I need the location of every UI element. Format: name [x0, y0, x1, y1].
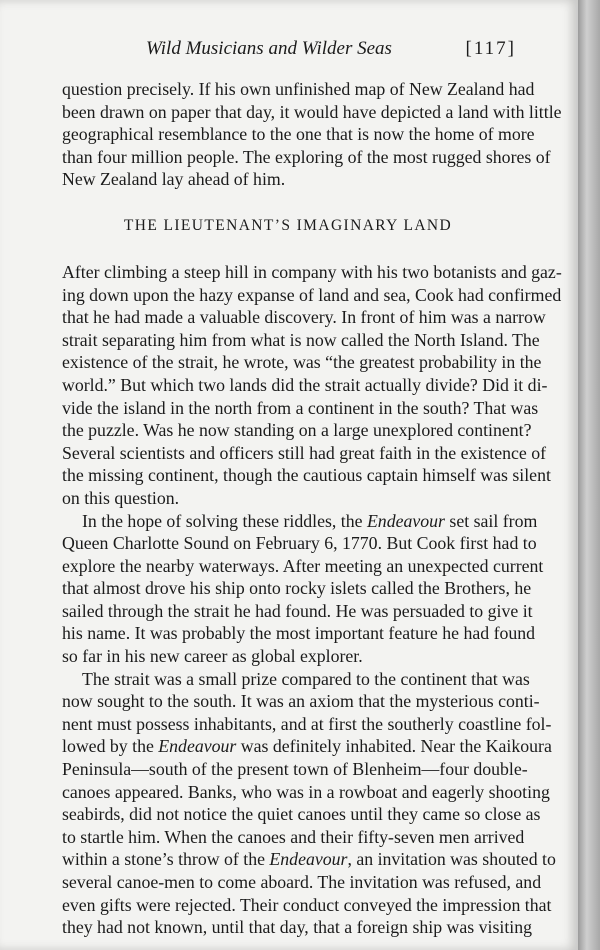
text-line: been drawn on paper that day, it would have depicted a land with little	[62, 101, 562, 122]
text-line	[62, 848, 556, 871]
ship-name: Endeavour	[366, 510, 445, 531]
text-line: several canoe-men to come aboard. The invitation was refused, and	[62, 872, 542, 892]
running-title: Wild Musicians and Wilder Seas	[146, 38, 392, 59]
section-heading: THE LIEUTENANT’S IMAGINARY LAND	[123, 216, 453, 234]
text-run: set sail from	[444, 510, 538, 531]
text-line: even gifts were rejected. Their conduct conveyed the impression that	[62, 894, 552, 915]
opening-paragraph	[62, 78, 562, 191]
running-head	[146, 38, 516, 60]
text-run: lowed by the	[62, 736, 159, 757]
text-run: , an invitation was shouted to	[347, 849, 556, 870]
text-line: on this question.	[62, 487, 180, 508]
text-line: world.” But which two lands did the strait actually divide? Did it di-	[62, 374, 548, 395]
text-line: The strait was a small prize compared to the continent that was	[82, 668, 530, 689]
text-line: seabirds, did not notice the quiet canoes until they came so close as	[62, 804, 541, 825]
text-line: nent must possess inhabitants, and at first the southerly coastline fol-	[62, 713, 552, 734]
text-line	[62, 735, 552, 758]
page-number: [117]	[465, 38, 516, 59]
text-line: canoes appeared. Banks, who was in a rowboat and eagerly shooting	[62, 781, 550, 802]
text-line: that he had made a valuable discovery. In front of him was a narrow	[62, 307, 546, 328]
text-line: Peninsula—south of the present town of Blenheim—four double-	[62, 759, 528, 780]
text-line: they had not known, until that day, that a foreign ship was visiting	[62, 917, 532, 938]
text-line: his name. It was probably the most important feature he had found	[62, 623, 536, 644]
ship-name: Endeavour	[269, 849, 348, 870]
text-line: so far in his new career as global explorer.	[62, 646, 363, 667]
text-line: geographical resemblance to the one that is now the home of more	[62, 124, 535, 145]
paragraph	[62, 510, 544, 668]
paragraph	[62, 261, 562, 510]
text-line: the missing continent, though the cautious captain himself was silent	[62, 465, 551, 486]
text-line: Queen Charlotte Sound on February 6, 1770. But Cook first had to	[62, 533, 537, 554]
text-line: existence of the strait, he wrote, was “the greatest probability in the	[62, 352, 542, 373]
body-text	[62, 78, 562, 939]
text-line: now sought to the south. It was an axiom that the mysterious conti-	[62, 691, 540, 712]
text-line: than four million people. The exploring of the most rugged shores of	[62, 146, 551, 167]
text-line: Several scientists and officers still had great faith in the existence of	[62, 442, 547, 463]
page-edge	[578, 0, 600, 950]
text-line: ing down upon the hazy expanse of land and sea, Cook had confirmed	[62, 284, 562, 305]
text-line: to startle him. When the canoes and their fifty-seven men arrived	[62, 826, 525, 847]
text-run: within a stone’s throw of the	[62, 849, 270, 870]
text-line: the puzzle. Was he now standing on a large unexplored continent?	[62, 420, 532, 441]
text-line	[62, 510, 538, 533]
text-line: sailed through the strait he had found. He was persuaded to give it	[62, 600, 533, 621]
paragraph	[62, 668, 556, 939]
text-run: In the hope of solving these riddles, the	[82, 510, 367, 531]
text-line: New Zealand lay ahead of him.	[62, 169, 286, 190]
ship-name: Endeavour	[158, 736, 237, 757]
text-line: explore the nearby waterways. After meeting an unexpected current	[62, 555, 544, 576]
text-run: was definitely inhabited. Near the Kaikoura	[236, 736, 552, 757]
text-line: question precisely. If his own unfinished map of New Zealand had	[62, 79, 535, 99]
text-line: After climbing a steep hill in company with his two botanists and gaz-	[62, 261, 562, 282]
text-line: strait separating him from what is now called the North Island. The	[62, 329, 540, 350]
text-line: vide the island in the north from a continent in the south? That was	[62, 397, 539, 418]
text-line: that almost drove his ship onto rocky islets called the Brothers, he	[62, 578, 532, 599]
